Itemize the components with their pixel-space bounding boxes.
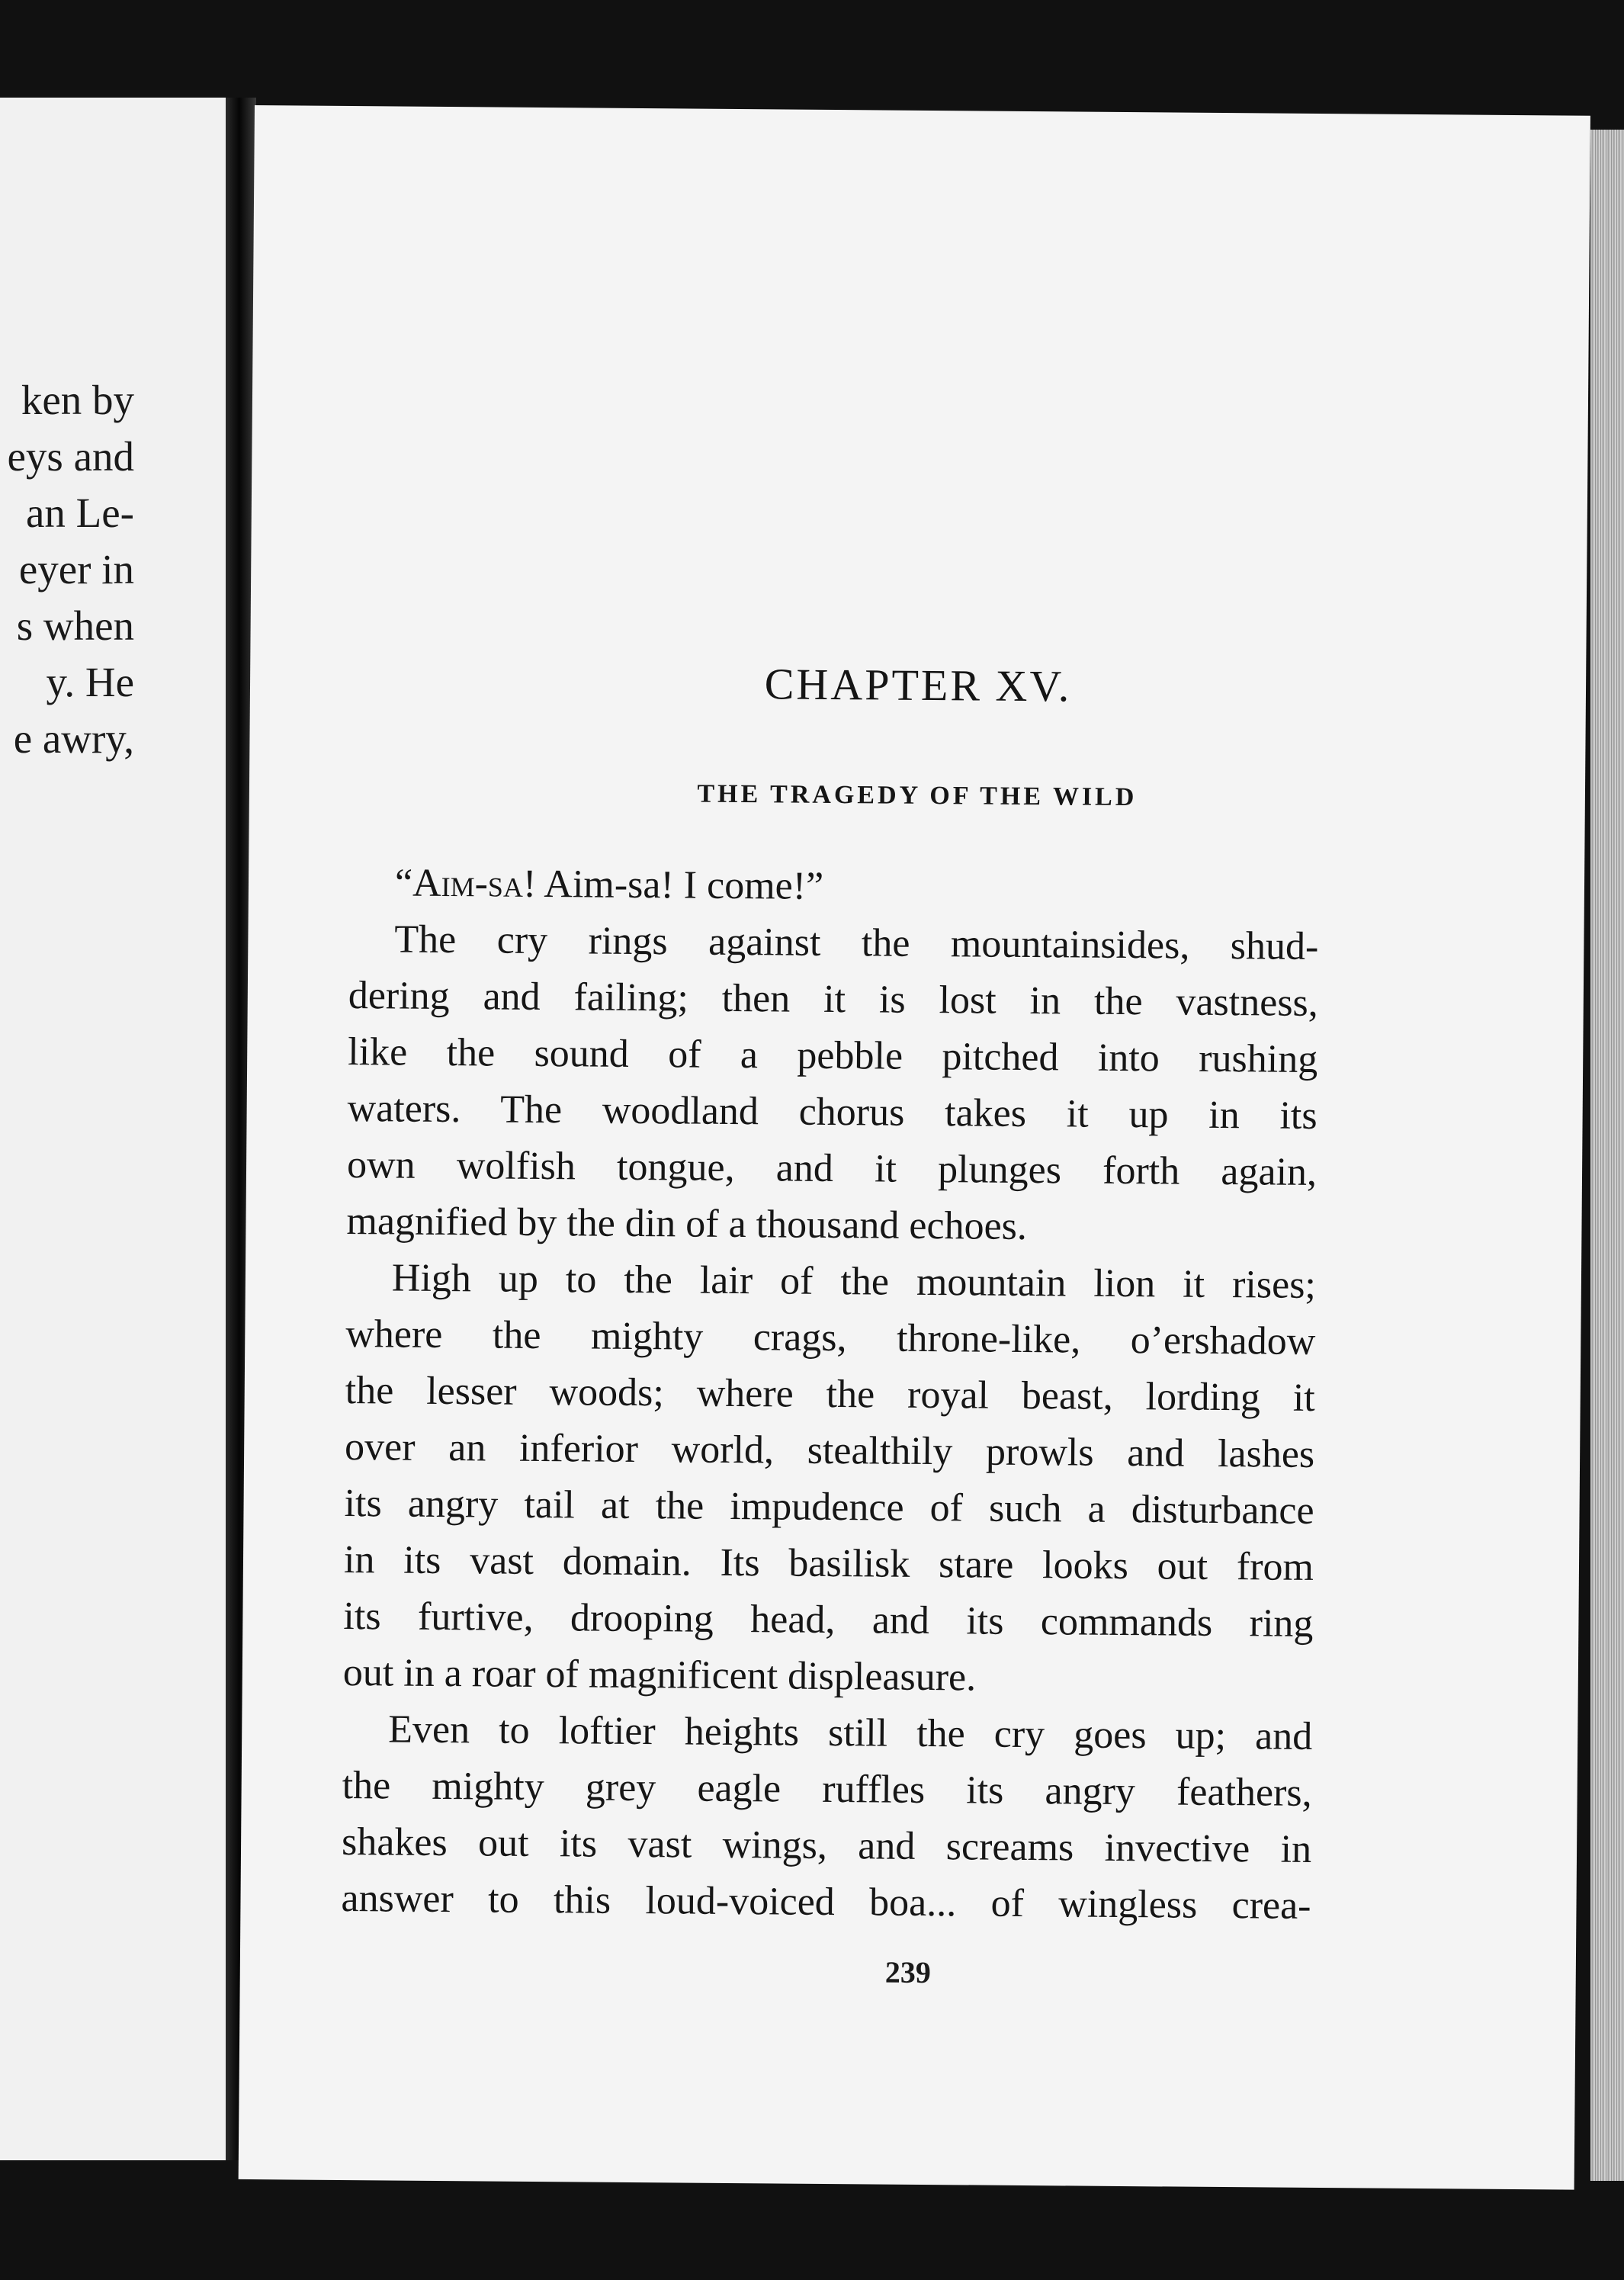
- left-fragment-line: eys and: [7, 433, 134, 480]
- page-number: 239: [884, 1954, 931, 1990]
- opening-line-rest: Aim-sa! I come!”: [536, 862, 824, 908]
- left-facing-page: [0, 98, 230, 2160]
- right-book-page: [239, 105, 1590, 2190]
- text-line: shakes out its vast wings, and screams invective in: [341, 1819, 1312, 1871]
- chapter-title: CHAPTER XV.: [764, 659, 1072, 711]
- page-edge-stack: [1590, 130, 1624, 2181]
- left-fragment-line: e awry,: [13, 715, 134, 762]
- opening-line: [349, 855, 1320, 919]
- text-line: in its vast domain. Its basilisk stare looks out from: [343, 1537, 1314, 1589]
- left-fragment-line: eyer in: [18, 546, 134, 592]
- text-line: the mighty grey eagle ruffles its angry feathers,: [342, 1763, 1312, 1815]
- text-line: where the mighty crags, throne-like, o’ershadow: [345, 1312, 1316, 1363]
- text-line: waters. The woodland chorus takes it up in its: [347, 1086, 1317, 1138]
- text-line: like the sound of a pebble pitched into rushing: [348, 1029, 1318, 1081]
- chapter-body-text: [341, 855, 1319, 1935]
- text-line: over an inferior world, stealthily prowls and lashes: [344, 1424, 1315, 1476]
- text-line: the lesser woods; where the royal beast, lording it: [345, 1368, 1315, 1420]
- text-line: High up to the lair of the mountain lion it rises;: [391, 1256, 1317, 1307]
- text-line: dering and failing; then it is lost in the vastness,: [348, 974, 1319, 1025]
- opening-line-smallcaps: “Aim-sa!: [394, 861, 537, 906]
- left-fragment-line: ken by: [21, 377, 134, 423]
- left-fragment-line: s when: [16, 602, 134, 649]
- chapter-subtitle: THE TRAGEDY OF THE WILD: [697, 779, 1138, 812]
- left-page-text-fragments: [8, 372, 134, 767]
- left-fragment-line: an Le-: [26, 490, 134, 536]
- left-fragment-line: y. He: [46, 659, 134, 705]
- text-line: answer to this loud-voiced boa... of wingless crea-: [341, 1876, 1311, 1928]
- text-line: its furtive, drooping head, and its commands ring: [343, 1594, 1314, 1646]
- text-line: The cry rings against the mountainsides, shud-: [394, 917, 1319, 968]
- text-line: own wolfish tongue, and it plunges forth again,: [346, 1142, 1317, 1194]
- text-line: magnified by the din of a thousand echoes.: [346, 1199, 1028, 1248]
- text-line: its angry tail at the impudence of such a disturbance: [344, 1481, 1314, 1533]
- text-line: Even to loftier heights still the cry goes up; and: [388, 1707, 1313, 1758]
- text-line: out in a roar of magnificent displeasure.: [342, 1650, 977, 1700]
